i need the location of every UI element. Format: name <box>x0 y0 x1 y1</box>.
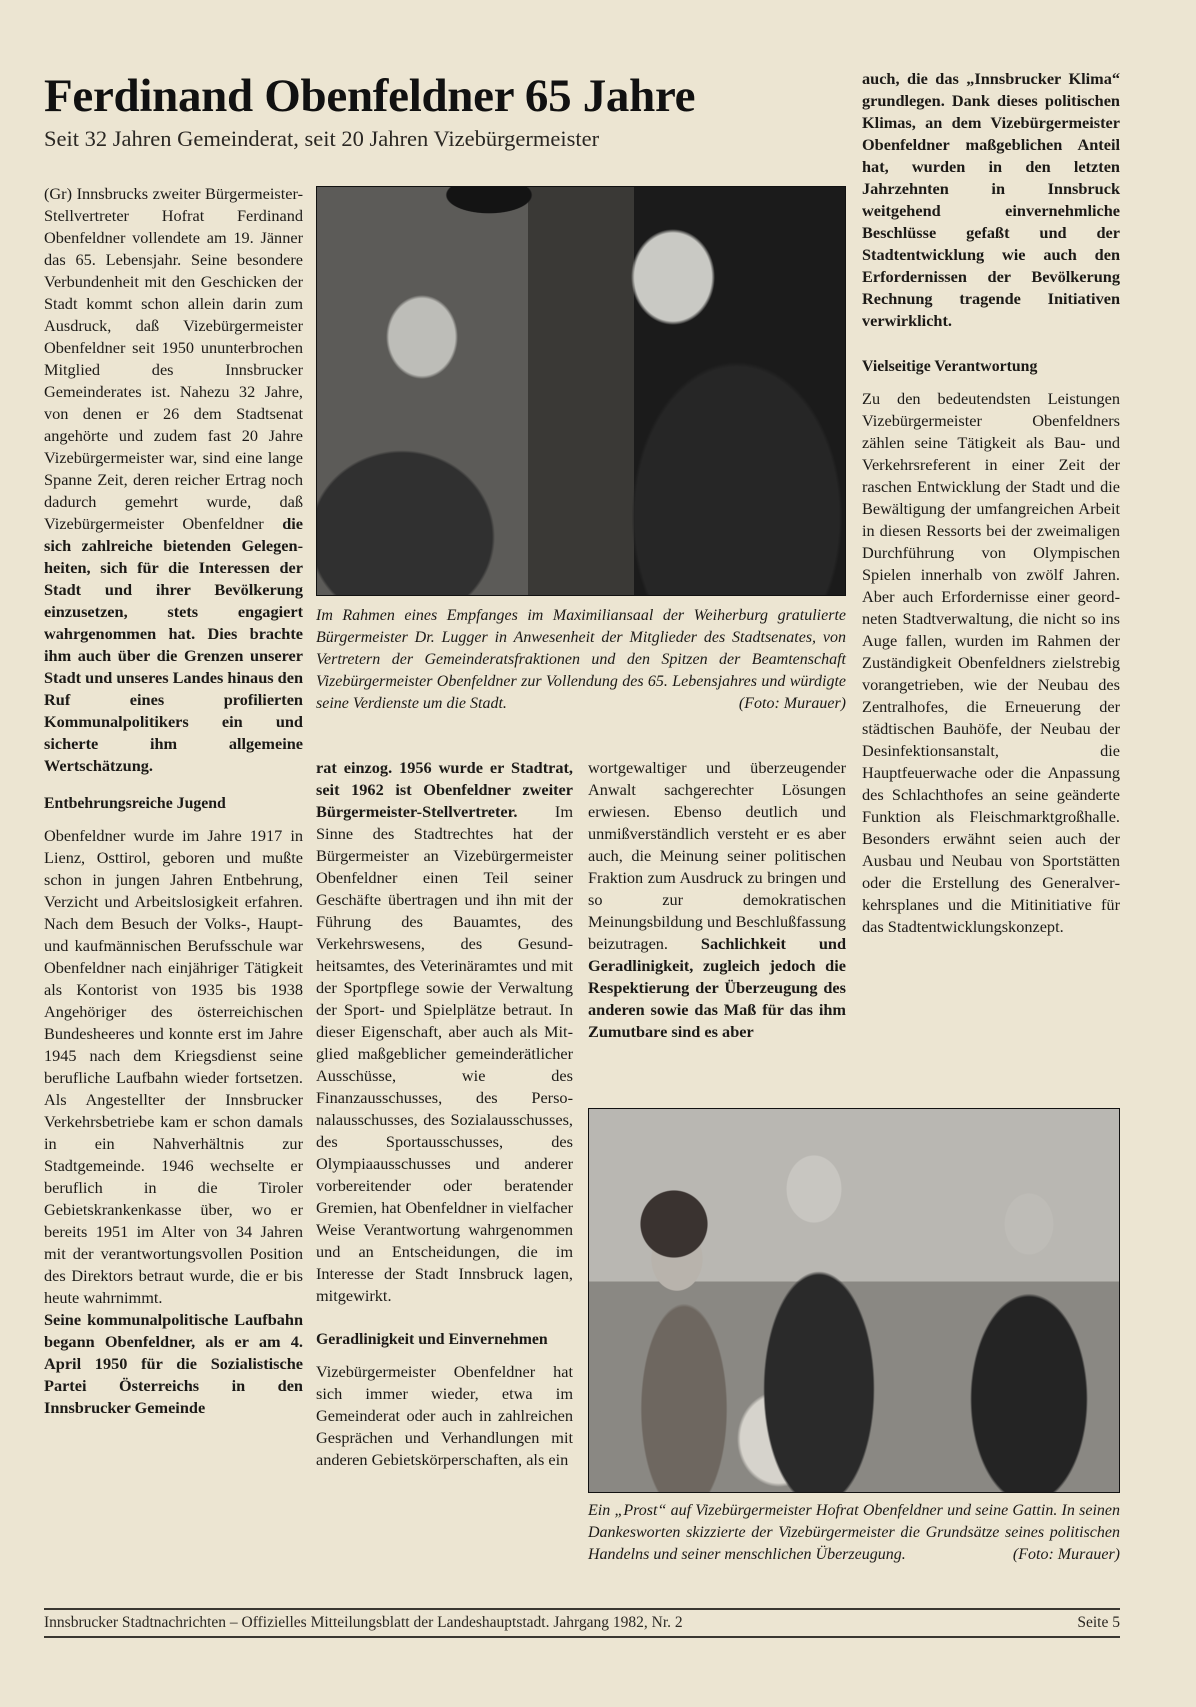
advocate-bold-text: Sachlichkeit und Geradlinigkeit, zugleich jedoch die Respektierung der Überzeugung des anderen sowie das Maß für das ihm Zumutbare sind es aber <box>588 934 846 1041</box>
youth-paragraph <box>44 825 303 1309</box>
photo-2-subject <box>597 1475 1029 1486</box>
geradlinigkeit-text: Vizebürgermeister Obenfeldner hat sich immer wieder, etwa im Gemeinderat oder auch in zahlreichen Gesprächen und Verhandlungen mit anderen Gebietskörperschaften, als ein <box>316 1362 573 1469</box>
footer-publication: Innsbrucker Stadtnachrichten – Offizielles Mitteilungsblatt der Landeshauptstadt. Jahrgang 1982, Nr. 2 <box>44 1614 683 1631</box>
photo-1-subject <box>325 578 666 589</box>
duties-text: Im Sinne des Stadtrechtes hat der Bürgermeister an Vizebürgermeister Obenfeldner einen Teil seiner Geschäfte übertragen und ihn mit der Führung des Bauamtes, des Verkehrswesens, des Gesundheitsamtes, des Veterinäramtes und mit der Sportpflege sowie der Verwaltung der Sport- und Spielplätze betraut. In dieser Eigenschaft, aber auch als Mitglied maßgeblicher gemeinderätlicher Ausschüsse, wie des Finanzausschusses, des Personalausschusses, des Sozialausschusses, des Sportausschusses, des Olympiaausschusses und anderer vorbereitender oder beratender Gremien, hat Obenfeldner in vielfacher Weise Verantwortung wahrgenommen und an Entscheidungen, die im Interesse der Stadt Innsbruck lagen, mitgewirkt. <box>316 802 573 1305</box>
footer-rule-bottom <box>44 1636 1120 1638</box>
article-subheadline: Seit 32 Jahren Gemeinderat, seit 20 Jahren Vizebürgermeister <box>44 126 600 151</box>
page-footer <box>44 1612 1120 1634</box>
youth-text: Obenfeldner wurde im Jahre 1917 in Lienz, Osttirol, geboren und mußte schon in jungen Jahren Entbehrung, Verzicht und Arbeitslosigkeit erfahren. Nach dem Besuch der Volks-, Haupt- und kaufmännischen Berufsschule war Obenfeldner nach einjähriger Tätigkeit als Kontorist von 1935 bis 1938 Angehöriger des österreichischen Bundesheeres und konnte erst im Jahre 1945 nach dem Kriegsdienst seine berufliche Laufbahn wieder fortsetzen. Als Angestellter der Innsbrucker Verkehrsbetriebe kam er schon damals in ein Nahverhältnis zur Stadtgemeinde. 1946 wechselte er beruflich in die Tiroler Gebietskrankenkasse über, wo er bereits 1951 im Alter von 34 Jahren mit der verantwortungsvollen Position des Direktors betraut wurde, die er bis heute wahrnimmt. <box>44 826 303 1307</box>
career-paragraph <box>44 1309 303 1419</box>
column-2 <box>316 757 573 1471</box>
responsibility-text: Zu den bedeutendsten Leistungen Vizebürgermeister Obenfeldners zählen seine Tätigkeit als Bau- und Verkehrsreferent in einer Zeit der raschen Entwicklung der Stadt und die Bewältigung der umfangreichen Arbeit in diesen Ressorts bei der zweimaligen Durchführung von Olympischen Spielen innerhalb von zwölf Jahren. Aber auch Erfordernisse einer geordneten Stadtverwaltung, die nicht so ins Auge fallen, wurden im Rahmen der Zuständigkeit Obenfeldners zielstrebig vorangetrieben, wie der Neubau des Zentralhofes, die Erneuerung der städtischen Bauhöfe, der Neubau der Desinfektionsanstalt, die Hauptfeuerwache oder die Anpassung des Schlachthofes an seine geänderte Funktion als Fleischmarktgroßhalle. Besonders erwähnt seien auch der Ausbau und Neubau von Sportstätten oder die Erstellung des Generalverkehrsplanes und die Mitinitiative für das Stadtentwicklungskonzept. <box>862 389 1120 936</box>
column-1 <box>44 183 303 1419</box>
section-heading-geradlinigkeit: Geradlinigkeit und Einvernehmen <box>316 1331 548 1348</box>
section-heading-responsibility: Vielseitige Verantwortung <box>862 358 1038 375</box>
geradlinigkeit-paragraph <box>316 1361 573 1471</box>
section-heading-youth: Entbehrungsreiche Jugend <box>44 795 226 812</box>
photo-1-caption <box>316 605 846 715</box>
column-4 <box>862 68 1120 938</box>
responsibility-paragraph <box>862 388 1120 938</box>
article-headline: Ferdinand Obenfeldner 65 Jahre <box>44 70 696 122</box>
column-3 <box>588 757 846 1043</box>
photo-2-credit: (Foto: Murauer) <box>1012 1546 1120 1563</box>
career-bold-cont: rat einzog. 1956 wurde er Stadtrat, seit 1962 ist Obenfeldner zweiter Bürgermeister-Stellvertreter. <box>316 758 573 821</box>
photo-toast <box>588 1108 1120 1493</box>
photo-2-caption-text: Ein „Prost“ auf Vizebürgermeister Hofrat Obenfeldner und seine Gattin. In seinen Dankesworten skizzierte der Vizebürgermeister die Grundsätze seines politischen Handelns und seiner menschlichen Überzeugung. <box>588 1502 1120 1563</box>
photo-1-caption-text: Im Rahmen eines Empfanges im Maximiliansaal der Weiherburg gratulierte Bürgermeister Dr. Lugger in Anwesenheit der Mitglieder des Stadtsenates, von Vertretern der Gemeinderatsfraktionen und den Spitzen der Beamtenschaft Vizebürgermeister Obenfeldner zur Vollendung des 65. Lebensjahres und würdigte seine Verdienste um die Stadt. <box>316 607 846 712</box>
career-bold-text: Seine kommunalpolitische Laufbahn begann Obenfeldner, als er am 4. April 1950 für die Sozialistische Partei Österreichs in den Innsbrucker Gemeinde <box>44 1310 303 1417</box>
intro-paragraph <box>44 183 303 777</box>
advocate-text: wortgewaltiger und überzeugender Anwalt sachgerechter Lösungen erwiesen. Ebenso deutlich und unmißverständlich versteht er es aber auch, die Meinung seiner politischen Fraktion zum Ausdruck zu bringen und so zur demokratischen Meinungsbildung und Beschlußfassung beizutragen. <box>588 758 846 953</box>
photo-1-credit: (Foto: Murauer) <box>738 695 846 712</box>
footer-page-number: Seite 5 <box>1077 1614 1120 1631</box>
climate-bold-text: auch, die das „Innsbrucker Klima“ grundlegen. Dank dieses politischen Klimas, an dem Vizebürgermeister Obenfeldner maßgeblichen Anteil hat, wurden in den letzten Jahrzehnten in Innsbruck weitgehend einvernehmliche Beschlüsse gefaßt und der Stadtentwicklung wie auch den Erfordernissen der Bevölkerung Rechnung tragende Initiativen verwirklicht. <box>862 69 1120 330</box>
photo-2-caption <box>588 1500 1120 1566</box>
intro-text: (Gr) Innsbrucks zweiter Bürgermeister-Stellvertreter Hofrat Ferdinand Obenfeldner vollendete am 19. Jänner das 65. Lebensjahr. Seine besondere Verbundenheit mit den Geschicken der Stadt kommt schon allein darin zum Ausdruck, daß Vizebürgermeister Obenfeldner seit 1950 ununterbrochen Mitglied des Innsbrucker Gemeinderates ist. Nahezu 32 Jahre, von denen er 26 dem Stadtsenat angehörte und zudem fast 20 Jahre Vizebürgermeister war, sind eine lange Spanne Zeit, deren reicher Ertrag noch dadurch gemehrt wurde, daß Vizebürgermeister Obenfeldner <box>44 184 303 533</box>
intro-bold-text: die sich zahlreiche bietenden Gelegenheiten, sich für die Interessen der Stadt und ihrer Bevölkerung einzusetzen, stets engagiert wahrgenommen hat. Dies brachte ihm auch über die Grenzen unserer Stadt und unseres Landes hinaus den Ruf eines profilierten Kommunalpolitikers ein und sicherte ihm allgemeine Wertschätzung. <box>44 514 303 775</box>
climate-paragraph <box>862 68 1120 332</box>
advocate-paragraph <box>588 757 846 1043</box>
photo-congratulation <box>316 186 846 596</box>
footer-rule-top <box>44 1608 1120 1610</box>
duties-paragraph <box>316 757 573 1307</box>
